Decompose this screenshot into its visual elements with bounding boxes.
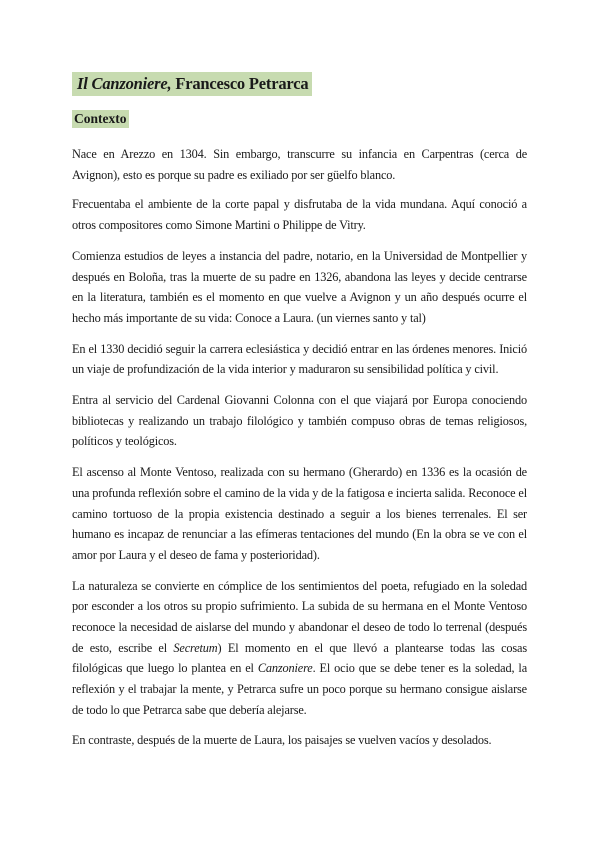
paragraph-7-part-1: La naturaleza se convierte en cómplice de los sentimientos del poeta, refugiado en la soledad por esconder a los otros su propio sufrimiento. La subida de su hermana en el Monte Ventoso reconoce la necesidad de aislarse del mundo y abandonar el deseo de todo lo terrenal (después de esto, escribe el [72,578,527,655]
paragraph-4: En el 1330 decidió seguir la carrera eclesiástica y decidió entrar en las órdenes menores. Inició un viaje de profundización de la vida interior y maduraron su sensibilidad política y civil. [72,341,527,377]
section-heading: Contexto [74,111,127,126]
document-title [72,72,312,96]
paragraph-6: El ascenso al Monte Ventoso, realizada con su hermano (Gherardo) en 1336 es la ocasión de una profunda reflexión sobre el camino de la vida y de la fatigosa e incierta salida. Reconoce el camino tortuoso de la propia existencia destinado a seguir a los bienes terrenales. El ser humano es incapaz de renunciar a las efímeras tentaciones del mundo (En la obra se ve con el amor por Laura y el deseo de fama y posterioridad). [72,465,527,562]
document-page [72,68,527,750]
secretum-title: Secretum [173,640,218,655]
title-work-name: Il Canzoniere, [77,74,172,93]
canzoniere-title: Canzoniere [257,661,313,676]
paragraph-3: Comienza estudios de leyes a instancia del padre, notario, en la Universidad de Montpellier y después en Boloña, tras la muerte de su padre en 1326, abandona las leyes y decide centrarse en la literatura, también es el momento en que vuelve a Avignon y un año después ocurre el hecho más importante de su vida: Conoce a Laura. (un viernes santo y tal) [72,248,527,325]
paragraph-8: En contraste, después de la muerte de Laura, los paisajes se vuelven vacíos y desolados. [72,732,492,747]
paragraph-2: Frecuentaba el ambiente de la corte papal y disfrutaba de la vida mundana. Aquí conoció a otros compositores como Simone Martini o Philippe de Vitry. [72,197,527,233]
paragraph-7-part-2: ) El momento en el que llevó a plantearse todas las cosas filológicas que luego lo plantea en el [72,640,527,676]
title-author: Francesco Petrarca [171,74,309,93]
paragraph-1: Nace en Arezzo en 1304. Sin embargo, transcurre su infancia en Carpentras (cerca de Avignon), esto es porque su padre es exiliado por ser güelfo blanco. [72,147,527,182]
paragraph-7-part-3: . El ocio que se debe tener es la soledad, la reflexión y el trabajar la mente, y Petrarca sufre un poco porque su hermano consigue aislarse de todo lo que Petrarca sabe que debería alejarse. [72,661,527,717]
paragraph-5: Entra al servicio del Cardenal Giovanni Colonna con el que viajará por Europa conociendo bibliotecas y realizando un trabajo filológico y también compuso obras de temas religiosos, políticos y teológicos. [72,393,527,449]
paragraph-7 [72,576,527,721]
